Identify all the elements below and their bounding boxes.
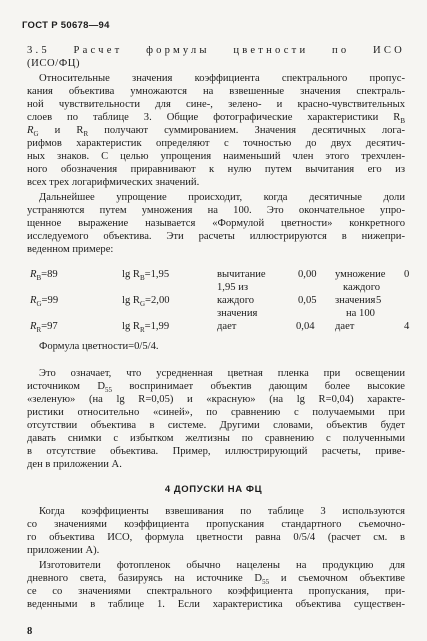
paragraph-line: Это означает, что усредненная цветная пленка при освещении xyxy=(39,368,405,379)
example-subtracted: 0,05 xyxy=(298,295,317,306)
example-lhs: $R_R=97$ xyxy=(30,321,58,335)
example-mul: дает xyxy=(335,321,355,332)
example-mul: значения xyxy=(335,295,376,306)
example-subtracted: 0,04 xyxy=(296,321,315,332)
paragraph-line: веденными в таблице 1. Если характеристика объектива существен- xyxy=(27,599,405,610)
paragraph-line: се со значениями спектрального коэффициента пропускания, при- xyxy=(27,586,405,597)
example-lhs: $R_B=89$ xyxy=(30,269,58,283)
paragraph-line: Когда коэффициенты взвешивания по таблице 3 используются xyxy=(39,506,405,517)
paragraph-line: давать снимки с избытком желтизны по сравнению с полученными xyxy=(27,433,405,444)
paragraph-line: со значениями коэффициента пропускания стандартного съемочно- xyxy=(27,519,405,530)
paragraph-line: Изготовители фотопленок обычно нацелены на продукцию для xyxy=(39,560,405,571)
paragraph-line: ристики относительно «синей», по сравнению с получаемыми при xyxy=(27,407,405,418)
paragraph-line: щенное выражение называется «Формулой цветности» конкретного xyxy=(27,218,405,229)
paragraph-line: ной чувствительности для сине-, зелено- и красно-чувствительных xyxy=(27,99,405,110)
example-result: 5 xyxy=(376,295,382,306)
paragraph-line: ден в приложении А. xyxy=(27,459,122,470)
paragraph-line: исследуемого объектива. Эти расчеты иллюстрируются в нижепри- xyxy=(27,231,405,242)
paragraph-line: го объектива ИСО, формула цветности равна 0/5/4 (расчет см. в xyxy=(27,532,405,543)
page-number: 8 xyxy=(27,626,33,637)
example-op: 1,95 из xyxy=(217,282,249,293)
example-log: $\lg R_B=1,95$ xyxy=(122,269,170,283)
paragraph-line: «зеленую» (на lg R=0,05) и «красную» (на lg R=0,04) характе- xyxy=(27,394,405,405)
example-subtracted: 0,00 xyxy=(298,269,317,280)
example-result: 0 xyxy=(404,269,410,280)
paragraph-line: слоев по таблице 3. Общие фотографические характеристики $R_B$ xyxy=(27,112,405,126)
paragraph-line: приложении А). xyxy=(27,545,100,556)
example-log: $\lg R_G=2,00$ xyxy=(122,295,170,309)
example-mul: на 100 xyxy=(346,308,375,319)
paragraph-line: Относительные значения коэффициента спектрального пропус- xyxy=(39,73,405,84)
section-3-5-title: 3.5 Расчет формулы цветности по ИСО xyxy=(27,45,405,56)
example-log: $\lg R_R=1,99$ xyxy=(122,321,170,335)
paragraph-line: в отсутствие объектива. Пример, иллюстрирующий расчеты, приве- xyxy=(27,446,405,457)
color-formula: Формула цветности=0/5/4. xyxy=(39,341,159,352)
example-op: каждого xyxy=(217,295,255,306)
paragraph-line: всех трех логарифмических значений. xyxy=(27,177,200,188)
paragraph-line: отсутствии объектива в системе. Другими словами, объектив будет xyxy=(27,420,405,431)
example-mul: каждого xyxy=(343,282,381,293)
section-3-5-title-abbr: (ИСО/ФЦ) xyxy=(27,58,81,69)
example-op: значения xyxy=(217,308,258,319)
paragraph-line: веденном примере: xyxy=(27,244,114,255)
paragraph-line: $R_G$ и $R_R$ получают суммированием. Значения десятичных лога- xyxy=(27,125,405,139)
paragraph-line: источником $D_{55}$ воспринимает объектив дающим более высокие xyxy=(27,381,405,395)
paragraph-line: устраняются путем умножения на 100. Это окончательное упро- xyxy=(27,205,405,216)
example-mul: умножение xyxy=(335,269,386,280)
paragraph-line: рифмов характеристик определяют с точностью до двух десятич- xyxy=(27,138,405,149)
document-header: ГОСТ Р 50678—94 xyxy=(22,20,110,31)
example-lhs: $R_G=99$ xyxy=(30,295,59,309)
paragraph-line: ного обозначения приравнивают к нулю путем вычитания его из xyxy=(27,164,405,175)
paragraph-line: кания объектива умножаются на взвешенные значения спектраль- xyxy=(27,86,405,97)
example-result: 4 xyxy=(404,321,410,332)
example-op: вычитание xyxy=(217,269,266,280)
paragraph-line: Дальнейшее упрощение происходит, когда десятичные доли xyxy=(39,192,405,203)
paragraph-line: ных знаков. С целью упрощения наименьший член этого трехчлен- xyxy=(27,151,405,162)
paragraph-line: дневного света, базируясь на источнике $D_{55}$ и съемочном объективе xyxy=(27,573,405,587)
example-op: дает xyxy=(217,321,237,332)
section-4-title: 4 ДОПУСКИ НА ФЦ xyxy=(164,484,263,495)
